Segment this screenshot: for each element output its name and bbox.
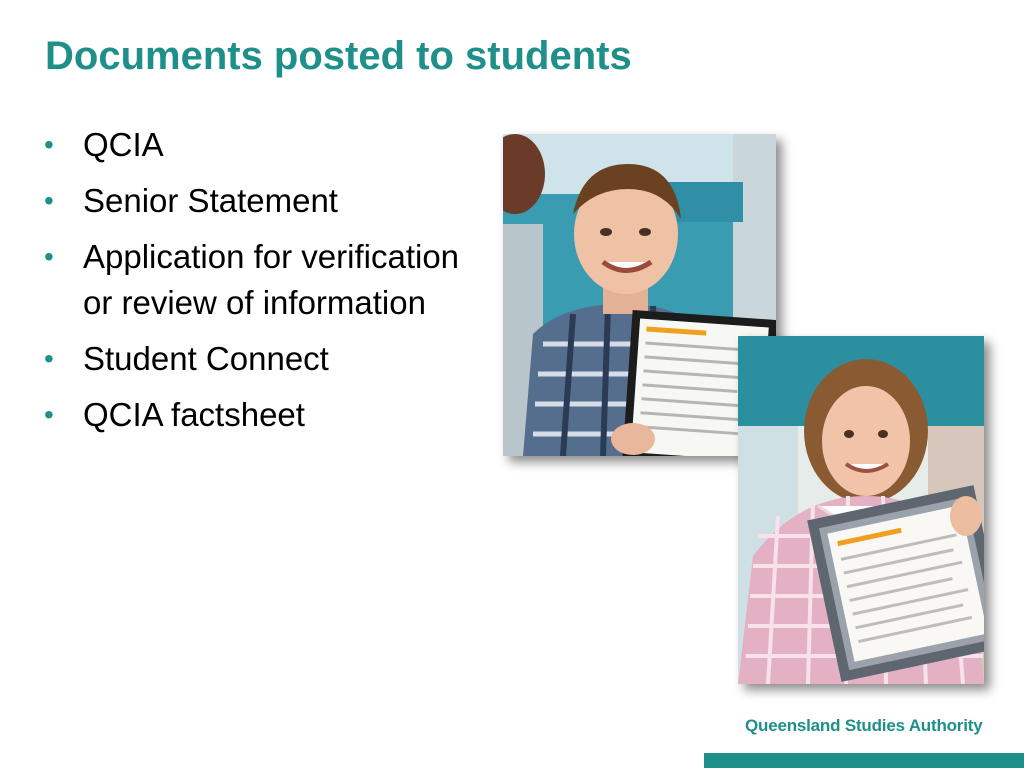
student-photo-boy — [503, 134, 776, 456]
bullet-item: • QCIA — [42, 122, 472, 168]
slide-title: Documents posted to students — [45, 34, 632, 78]
qsa-logo-text: Queensland Studies Authority — [745, 716, 983, 735]
bullet-item: • Application for verification or review of information — [42, 234, 472, 326]
bullet-item: • Senior Statement — [42, 178, 472, 224]
student-photo-girl — [738, 336, 984, 684]
footer-accent-bar — [704, 753, 1024, 768]
bullet-item: • Student Connect — [42, 336, 472, 382]
bullet-item: • QCIA factsheet — [42, 392, 472, 438]
bullet-list — [42, 122, 472, 448]
